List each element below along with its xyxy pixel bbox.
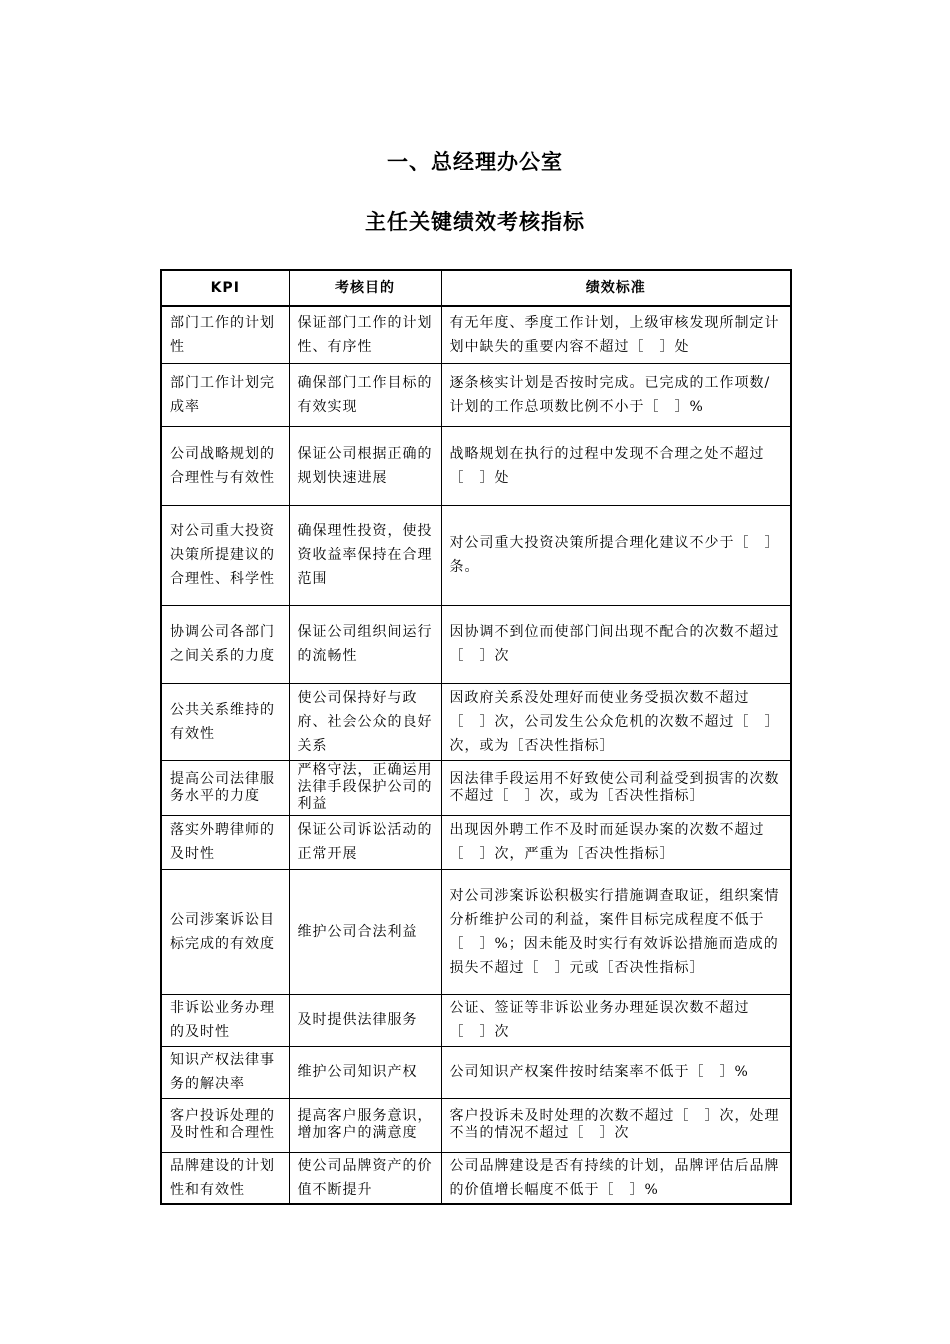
kpi-table (160, 269, 792, 1205)
page-subtitle: 主任关键绩效考核指标 (365, 210, 585, 234)
kpi-cell: 品牌建设的计划性和有效性 (161, 1152, 289, 1204)
purpose-cell: 使公司品牌资产的价值不断提升 (289, 1152, 441, 1204)
standard-cell: 因协调不到位而使部门间出现不配合的次数不超过［ ］次 (441, 605, 791, 683)
table-row (161, 505, 791, 605)
standard-cell: 战略规划在执行的过程中发现不合理之处不超过［ ］处 (441, 426, 791, 505)
purpose-cell: 保证公司诉讼活动的正常开展 (289, 815, 441, 869)
purpose-cell: 使公司保持好与政府、社会公众的良好关系 (289, 683, 441, 760)
purpose-cell: 维护公司知识产权 (289, 1046, 441, 1098)
standard-cell: 公证、签证等非诉讼业务办理延误次数不超过［ ］次 (441, 994, 791, 1046)
purpose-cell: 确保部门工作目标的有效实现 (289, 363, 441, 426)
kpi-cell: 落实外聘律师的及时性 (161, 815, 289, 869)
table-row (161, 1098, 791, 1152)
standard-cell: 因政府关系没处理好而使业务受损次数不超过［ ］次，公司发生公众危机的次数不超过［ ］次，或为［否决性指标］ (441, 683, 791, 760)
kpi-cell: 提高公司法律服务水平的力度 (161, 760, 289, 815)
standard-cell: 对公司重大投资决策所提合理化建议不少于［ ］条。 (441, 505, 791, 605)
table-header-row (161, 270, 791, 306)
standard-cell: 对公司涉案诉讼积极实行措施调查取证，组织案情分析维护公司的利益，案件目标完成程度不低于［ ］%；因未能及时实行有效诉讼措施而造成的损失不超过［ ］元或［否决性指标］ (441, 869, 791, 994)
table-row (161, 306, 791, 363)
column-header-standard: 绩效标准 (441, 270, 791, 306)
column-header-kpi: KPI (161, 270, 289, 306)
standard-cell: 有无年度、季度工作计划，上级审核发现所制定计划中缺失的重要内容不超过［ ］处 (441, 306, 791, 363)
kpi-cell: 非诉讼业务办理的及时性 (161, 994, 289, 1046)
standard-cell: 客户投诉未及时处理的次数不超过［ ］次，处理不当的情况不超过［ ］次 (441, 1098, 791, 1152)
kpi-cell: 协调公司各部门之间关系的力度 (161, 605, 289, 683)
table-row (161, 1046, 791, 1098)
kpi-cell: 对公司重大投资决策所提建议的合理性、科学性 (161, 505, 289, 605)
purpose-cell: 及时提供法律服务 (289, 994, 441, 1046)
standard-cell: 公司知识产权案件按时结案率不低于［ ］% (441, 1046, 791, 1098)
purpose-cell: 保证公司组织间运行的流畅性 (289, 605, 441, 683)
purpose-cell: 维护公司合法利益 (289, 869, 441, 994)
table-row (161, 426, 791, 505)
table-row (161, 363, 791, 426)
kpi-cell: 公司战略规划的合理性与有效性 (161, 426, 289, 505)
kpi-cell: 部门工作的计划性 (161, 306, 289, 363)
table-row (161, 815, 791, 869)
table-row (161, 683, 791, 760)
table-row (161, 869, 791, 994)
purpose-cell: 严格守法，正确运用法律手段保护公司的利益 (289, 760, 441, 815)
standard-cell: 因法律手段运用不好致使公司利益受到损害的次数不超过［ ］次，或为［否决性指标］ (441, 760, 791, 815)
purpose-cell: 提高客户服务意识，增加客户的满意度 (289, 1098, 441, 1152)
standard-cell: 出现因外聘工作不及时而延误办案的次数不超过［ ］次，严重为［否决性指标］ (441, 815, 791, 869)
kpi-cell: 部门工作计划完成率 (161, 363, 289, 426)
table-row (161, 760, 791, 815)
kpi-cell: 知识产权法律事务的解决率 (161, 1046, 289, 1098)
table-row (161, 1152, 791, 1204)
purpose-cell: 保证公司根据正确的规划快速进展 (289, 426, 441, 505)
purpose-cell: 保证部门工作的计划性、有序性 (289, 306, 441, 363)
standard-cell: 公司品牌建设是否有持续的计划，品牌评估后品牌的价值增长幅度不低于［ ］% (441, 1152, 791, 1204)
kpi-cell: 公司涉案诉讼目标完成的有效度 (161, 869, 289, 994)
column-header-purpose: 考核目的 (289, 270, 441, 306)
standard-cell: 逐条核实计划是否按时完成。已完成的工作项数/计划的工作总项数比例不小于［ ］% (441, 363, 791, 426)
table-row (161, 994, 791, 1046)
kpi-cell: 客户投诉处理的及时性和合理性 (161, 1098, 289, 1152)
page-title: 一、总经理办公室 (387, 150, 563, 174)
kpi-cell: 公共关系维持的有效性 (161, 683, 289, 760)
table-row (161, 605, 791, 683)
purpose-cell: 确保理性投资，使投资收益率保持在合理范围 (289, 505, 441, 605)
